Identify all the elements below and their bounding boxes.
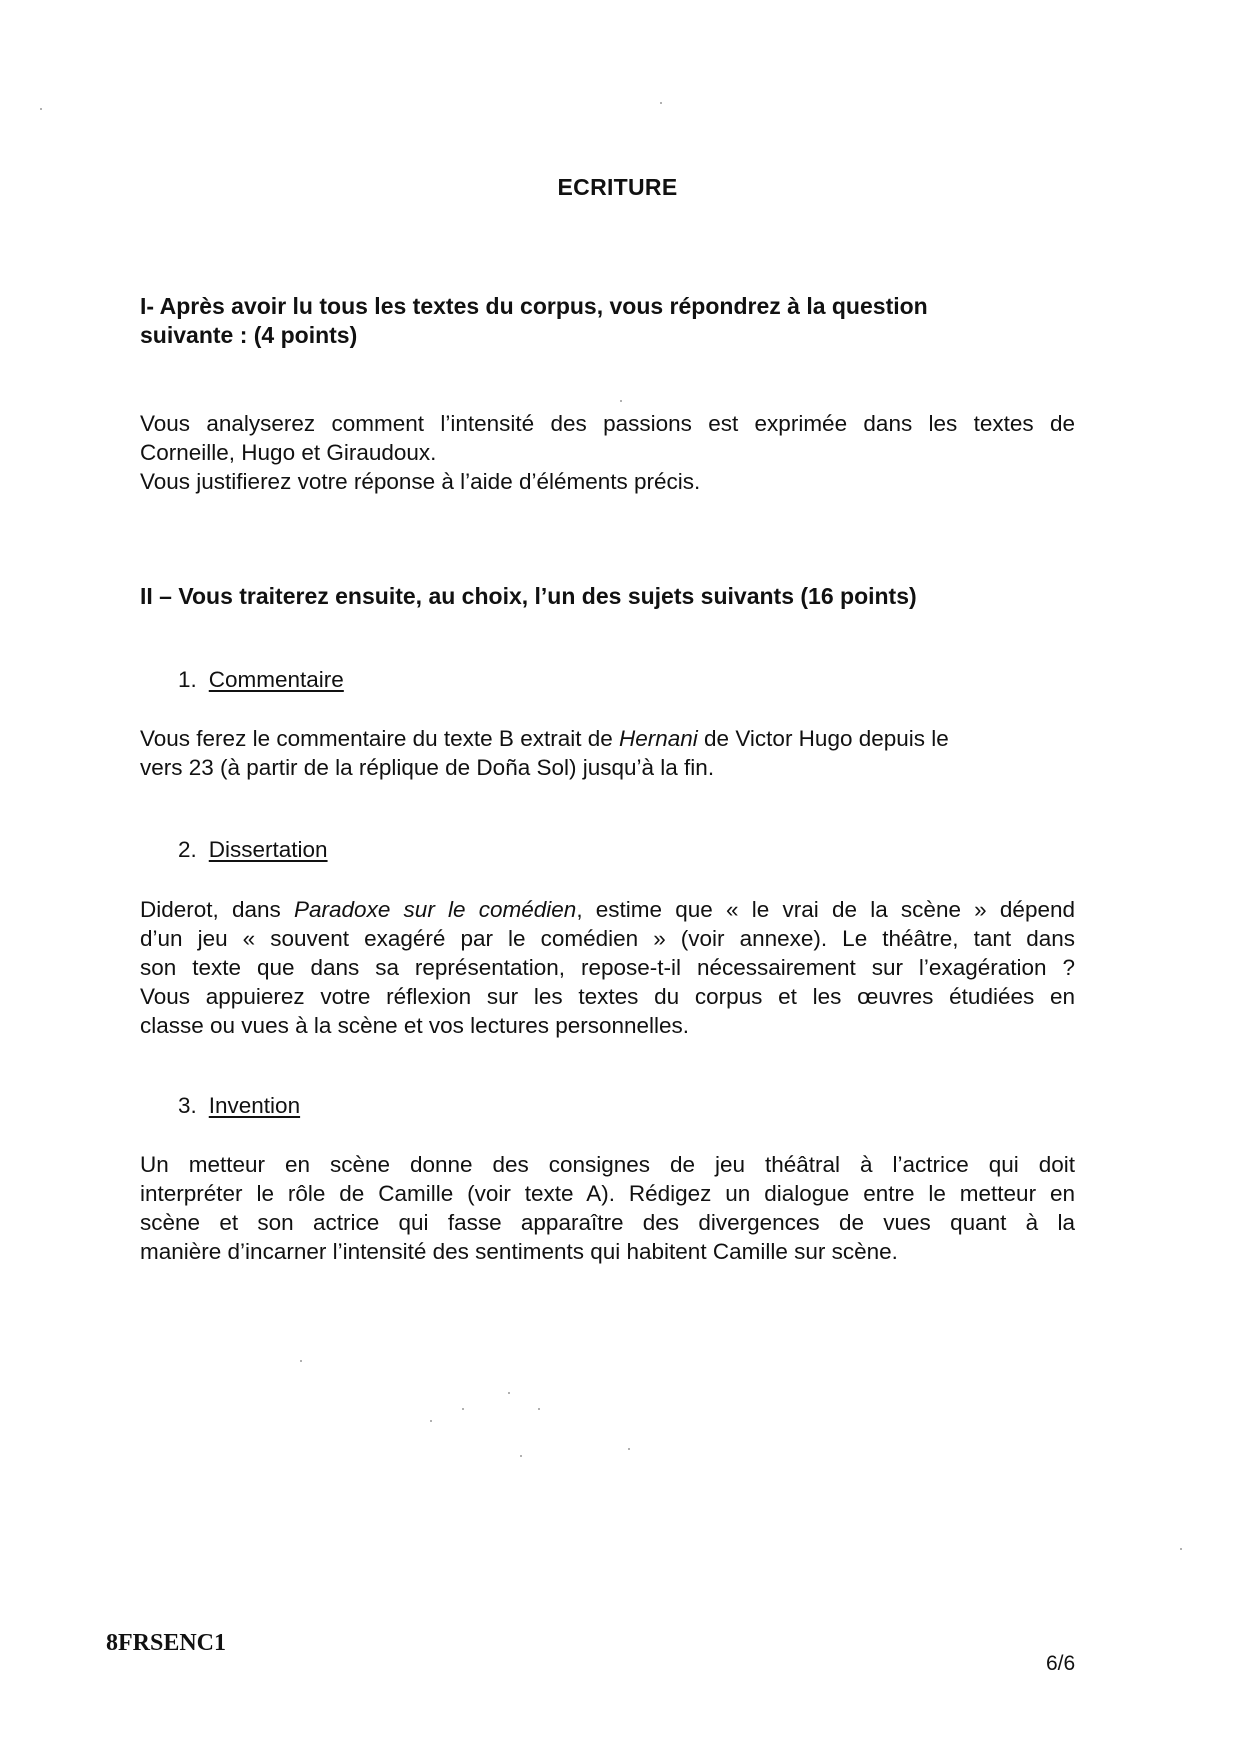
subject-3-label: Invention bbox=[208, 1093, 301, 1118]
page-number: 6/6 bbox=[1046, 1652, 1076, 1675]
subject-1-label: Commentaire bbox=[208, 667, 344, 692]
subject-3-number: 3. bbox=[178, 1093, 197, 1118]
part1-heading-line2: suivante : (4 points) bbox=[140, 322, 358, 348]
subject-2-title bbox=[178, 837, 328, 863]
part1-body bbox=[140, 409, 1075, 496]
page-title: ECRITURE bbox=[557, 174, 678, 200]
part1-body-line2: Corneille, Hugo et Giraudoux. bbox=[140, 440, 437, 465]
part1-heading-line1: I- Après avoir lu tous les textes du corpus, vous répondrez à la question bbox=[140, 293, 928, 319]
subject-1-title bbox=[178, 667, 344, 693]
part1-body-line3: Vous justifierez votre réponse à l’aide d’éléments précis. bbox=[140, 469, 701, 494]
subject-1-number: 1. bbox=[178, 667, 197, 692]
part2-heading: II – Vous traiterez ensuite, au choix, l’un des sujets suivants (16 points) bbox=[140, 583, 917, 609]
work-title-paradoxe: Paradoxe sur le comédien bbox=[294, 897, 577, 922]
subject-3-body: Un metteur en scène donne des consignes de jeu théâtral à l’actrice qui doit interpréter le rôle de Camille (voir texte A). Rédigez un dialogue entre le metteur en scène et son actrice qui fasse apparaître des divergences de vues quant à la manière d’incarner l’intensité des sentiments qui habitent Camille sur scène. bbox=[140, 1152, 1075, 1264]
subject-2-label: Dissertation bbox=[208, 837, 328, 862]
subject-3-title bbox=[178, 1093, 300, 1119]
part1-body-line1: Vous analyserez comment l’intensité des passions est exprimée dans les textes de bbox=[140, 411, 1075, 436]
subject-2-body: Diderot, dans Paradoxe sur le comédien, estime que « le vrai de la scène » dépend d’un jeu « souvent exagéré par le comédien » (voir annexe). Le théâtre, tant dans son texte que dans sa représentation, repose-t-il nécessairement sur l’exagération ? Vous appuierez votre réflexion sur les textes du corpus et les œuvres étudiées en classe ou vues à la scène et vos lectures personnelles. bbox=[140, 897, 1075, 1038]
subject-1-body: Vous ferez le commentaire du texte B extrait de Hernani de Victor Hugo depuis le vers 23 (à partir de la réplique de Doña Sol) jusqu’à la fin. bbox=[140, 726, 949, 780]
work-title-hernani: Hernani bbox=[619, 726, 698, 751]
document-code: 8FRSENC1 bbox=[106, 1630, 227, 1656]
subject-2-number: 2. bbox=[178, 837, 197, 862]
part1-heading bbox=[140, 292, 1075, 350]
